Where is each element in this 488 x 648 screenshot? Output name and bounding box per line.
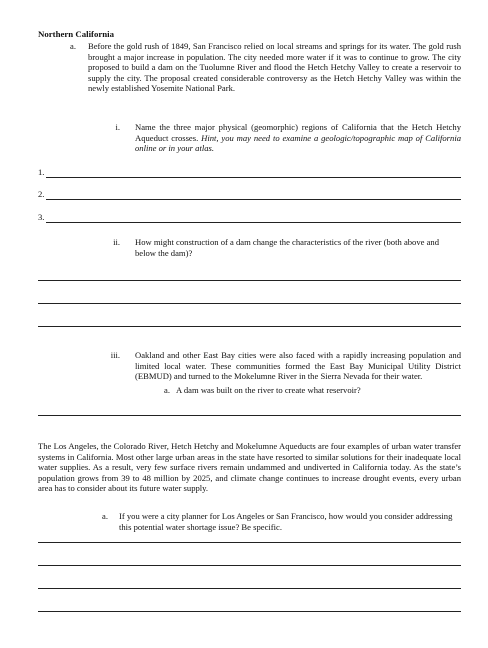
answer-line-final-2[interactable]	[38, 565, 461, 566]
answer-line-ii-3[interactable]	[38, 326, 461, 327]
closing-paragraph: The Los Angeles, the Colorado River, Hetch Hetchy and Mokelumne Aqueducts are four examples of urban water transfer systems in California. Most other large urban areas in the state have resorted to similar solutions for their inadequate local water supplies. As a result, very few surface rivers remain undammed and undiverted in California today. As the state’s population grows from 39 to 48 million by 2025, and climate change continues to increase drought events, every urban area has to consider about its future water supply.	[38, 441, 461, 493]
final-question-label: a.	[102, 511, 108, 521]
section-heading: Northern California	[38, 29, 114, 39]
answer-line-ii-1[interactable]	[38, 280, 461, 281]
question-iii-text: Oakland and other East Bay cities were also faced with a rapidly increasing population and limited local water. These communities formed the East Bay Municipal Utility District (EBMUD) and turned to the Mokelumne River in the Sierra Nevada for their water.	[135, 350, 461, 381]
answer-line-1[interactable]	[46, 177, 461, 178]
question-ii-text: How might construction of a dam change the characteristics of the river (both above and below the dam)?	[135, 237, 440, 258]
question-i-hint: Hint, you may need to examine a geologic/topographic map of California online or in your atlas.	[135, 132, 462, 153]
answer-number-2: 2.	[38, 189, 45, 199]
answer-line-3[interactable]	[46, 222, 461, 223]
answer-number-1: 1.	[38, 167, 45, 177]
question-i-prompt: Name the three major physical (geomorphic) regions of California that the Hetch Hetchy Aqueduct crosses.	[135, 122, 461, 143]
answer-line-final-4[interactable]	[38, 611, 461, 612]
answer-line-ii-2[interactable]	[38, 303, 461, 304]
item-a-label: a.	[70, 41, 76, 51]
answer-line-iii[interactable]	[38, 415, 461, 416]
question-i-text	[135, 122, 461, 154]
answer-line-final-3[interactable]	[38, 588, 461, 589]
answer-line-final-1[interactable]	[38, 542, 461, 543]
answer-number-3: 3.	[38, 212, 45, 222]
item-a-text: Before the gold rush of 1849, San Francisco relied on local streams and springs for its water. The gold rush brought a major increase in population. The city needed more water if it was to continue to grow. The city proposed to build a dam on the Tuolumne River and flood the Hetch Hetchy Valley to create a reservoir to supply the city. The proposal created considerable controversy as the Hetch Hetchy Valley was within the newly established Yosemite National Park.	[88, 41, 461, 93]
question-iii-label: iii.	[110, 350, 120, 360]
answer-line-2[interactable]	[46, 199, 461, 200]
question-iii-sub-text: A dam was built on the river to create what reservoir?	[176, 385, 361, 395]
question-iii-sub-label: a.	[164, 385, 170, 395]
question-i-label: i.	[115, 122, 120, 132]
final-question-text: If you were a city planner for Los Angeles or San Francisco, how would you consider addressing this potential water shortage issue? Be specific.	[119, 511, 453, 532]
question-ii-label: ii.	[113, 237, 120, 247]
